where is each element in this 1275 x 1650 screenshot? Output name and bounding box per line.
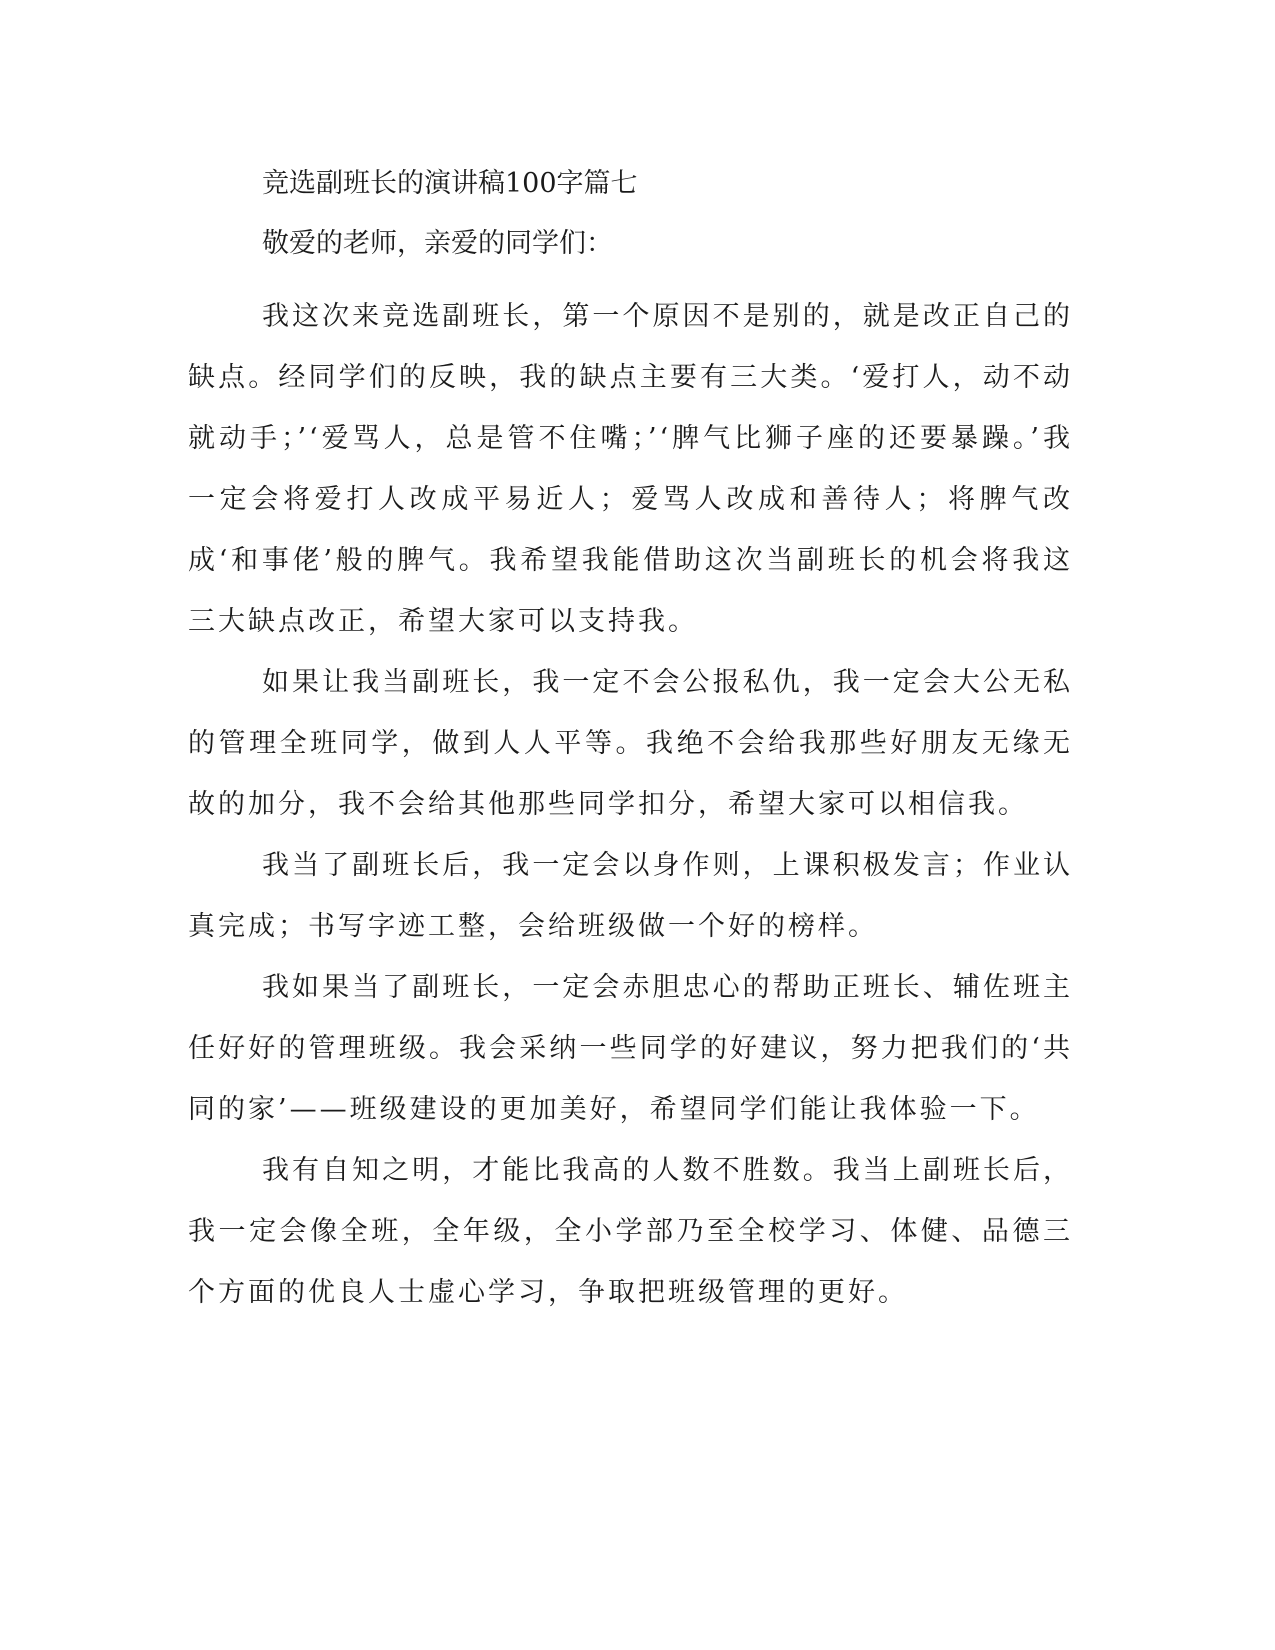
paragraph-4: 我如果当了副班长，一定会赤胆忠心的帮助正班长、辅佐班主任好好的管理班级。我会采纳一些同学的好建议，努力把我们的‘共同的家’——班级建设的更加美好，希望同学们能让我体验一下。 — [188, 972, 1073, 1125]
paragraph-3: 我当了副班长后，我一定会以身作则，上课积极发言；作业认真完成；书写字迹工整，会给班级做一个好的榜样。 — [188, 850, 1073, 942]
paragraph-1: 我这次来竞选副班长，第一个原因不是别的，就是改正自己的缺点。经同学们的反映，我的缺点主要有三大类。‘爱打人，动不动就动手；’‘爱骂人，总是管不住嘴；’‘脾气比狮子座的还要暴躁。’我一定会将爱打人改成平易近人；爱骂人改成和善待人；将脾气改成‘和事佬’般的脾气。我希望我能借助这次当副班长的机会将我这三大缺点改正，希望大家可以支持我。 — [188, 301, 1073, 637]
document-title: 竞选副班长的演讲稿100字篇七 — [262, 168, 638, 199]
paragraph-5: 我有自知之明，才能比我高的人数不胜数。我当上副班长后，我一定会像全班，全年级，全小学部乃至全校学习、体健、品德三个方面的优良人士虚心学习，争取把班级管理的更好。 — [188, 1155, 1073, 1308]
paragraph-2: 如果让我当副班长，我一定不会公报私仇，我一定会大公无私的管理全班同学，做到人人平等。我绝不会给我那些好朋友无缘无故的加分，我不会给其他那些同学扣分，希望大家可以相信我。 — [188, 667, 1073, 820]
salutation: 敬爱的老师，亲爱的同学们： — [262, 228, 613, 259]
document-body — [188, 286, 1073, 1323]
